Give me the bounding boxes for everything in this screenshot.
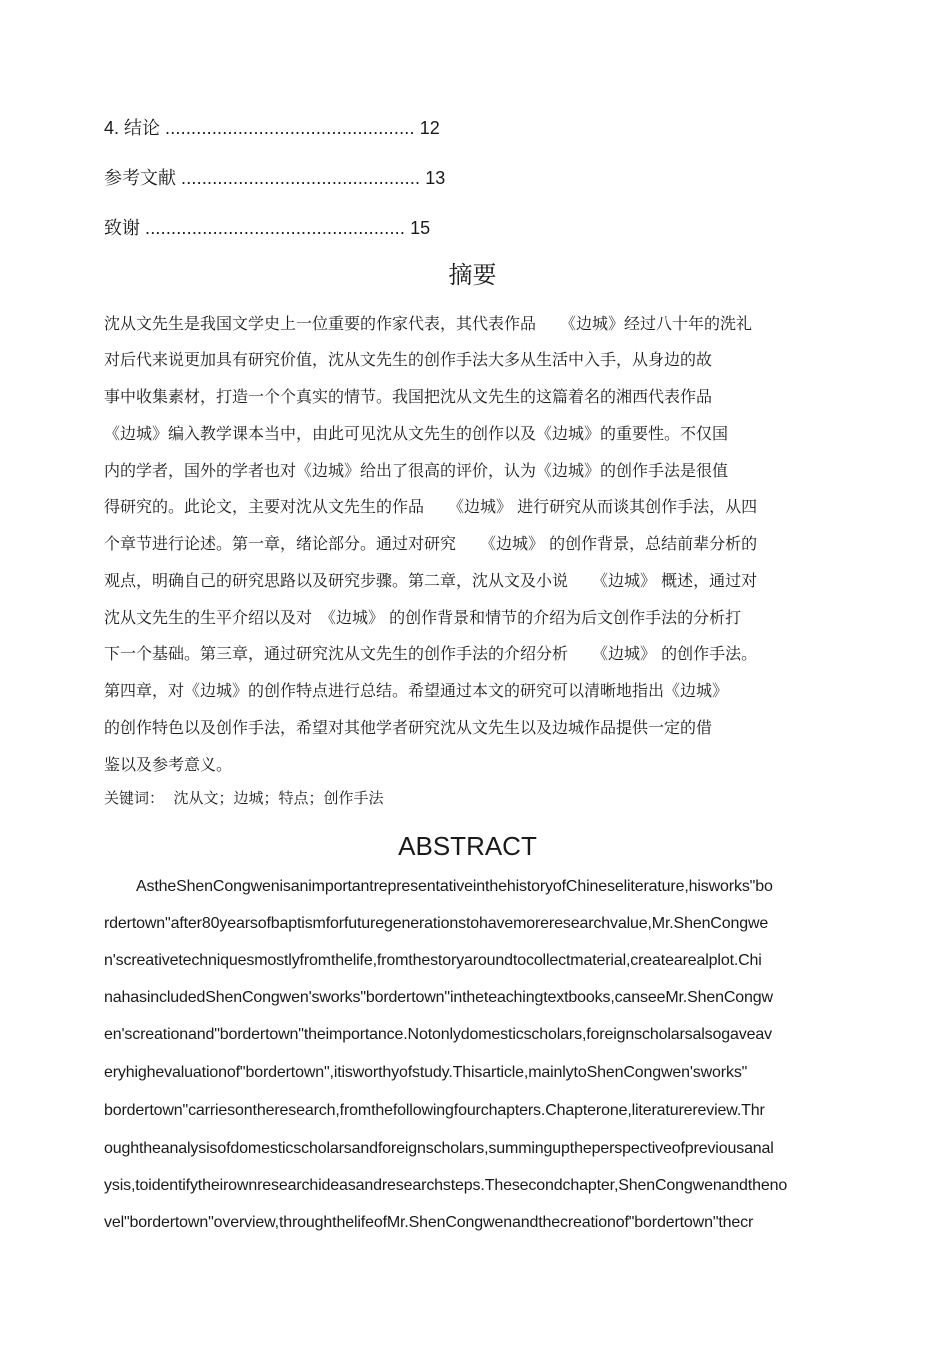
- abstract-cn-line: 的创作特色以及创作手法，希望对其他学者研究沈从文先生以及边城作品提供一定的借: [104, 718, 713, 737]
- abstract-en-line: vel"bordertown"overview,throughthelifeofMr.ShenCongwenandthecreationof"bordertown"thecr: [104, 1214, 754, 1231]
- abstract-cn-line: 鉴以及参考意义。: [104, 755, 233, 774]
- abstract-cn-line: 事中收集素材，打造一个个真实的情节。我国把沈从文先生的这篇着名的湘西代表作品: [104, 387, 713, 406]
- toc-entry-conclusion[interactable]: [104, 116, 440, 140]
- abstract-en-line: bordertown"carriesontheresearch,fromthefollowingfourchapters.Chapterone,literaturereview.Thr: [104, 1102, 765, 1119]
- abstract-en-line: AstheShenCongwenisanimportantrepresentativeinthehistoryofChineseliterature,hisworks"bo: [136, 878, 773, 895]
- abstract-en-line: n'screativetechniquesmostlyfromthelife,fromthestoryaroundtocollectmaterial,createarealplot.Chi: [104, 952, 762, 969]
- abstract-cn-keywords: 关键词： 沈从文；边城；特点；创作手法: [104, 789, 384, 807]
- abstract-en-line: oughtheanalysisofdomesticscholarsandforeignscholars,summinguptheperspectiveofpreviousanal: [104, 1140, 774, 1157]
- abstract-en-line: rdertown"after80yearsofbaptismforfuturegenerationstohavemoreresearchvalue,Mr.ShenCongwe: [104, 915, 769, 932]
- abstract-cn-line: 个章节进行论述。第一章，绪论部分。通过对研究 《边城》 的创作背景，总结前辈分析的: [104, 534, 758, 553]
- abstract-en-heading: ABSTRACT: [398, 831, 537, 861]
- toc-entry-references[interactable]: [104, 166, 445, 190]
- abstract-cn-line: 内的学者，国外的学者也对《边城》给出了很高的评价，认为《边城》的创作手法是很值: [104, 461, 729, 480]
- toc-page-number: 15: [410, 218, 431, 238]
- toc-leader-dots: ..............................................: [181, 168, 421, 188]
- abstract-cn-line: 沈从文先生是我国文学史上一位重要的作家代表，其代表作品 《边城》经过八十年的洗礼: [104, 314, 753, 333]
- toc-leader-dots: ................................................: [165, 118, 415, 138]
- toc-page-number: 13: [425, 168, 446, 188]
- toc-title: 4. 结论: [104, 118, 161, 138]
- abstract-en-line: nahasincludedShenCongwen'sworks"bordertown"intheteachingtextbooks,canseeMr.ShenCongw: [104, 989, 773, 1006]
- abstract-cn-line: 下一个基础。第三章，通过研究沈从文先生的创作手法的介绍分析 《边城》 的创作手法。: [104, 644, 758, 663]
- abstract-cn-line: 《边城》编入教学课本当中，由此可见沈从文先生的创作以及《边城》的重要性。不仅国: [104, 424, 729, 443]
- toc-title: 参考文献: [104, 168, 176, 188]
- abstract-en-line: eryhighevaluationof"bordertown",itisworthyofstudy.Thisarticle,mainlytoShenCongwen'sworks": [104, 1064, 748, 1081]
- abstract-cn-line: 第四章，对《边城》的创作特点进行总结。希望通过本文的研究可以清晰地指出《边城》: [104, 681, 729, 700]
- abstract-cn-heading: 摘要: [448, 261, 497, 289]
- toc-entry-acknowledgements[interactable]: [104, 216, 430, 240]
- abstract-en-line: ysis,toidentifytheirownresearchideasandresearchsteps.Thesecondchapter,ShenCongwenandtheno: [104, 1177, 788, 1194]
- toc-page-number: 12: [419, 118, 440, 138]
- abstract-cn-line: 得研究的。此论文，主要对沈从文先生的作品 《边城》 进行研究从而谈其创作手法，从四: [104, 497, 758, 516]
- abstract-en-line: en'screationand"bordertown"theimportance.Notonlydomesticscholars,foreignscholarsalsogaveav: [104, 1026, 772, 1043]
- toc-leader-dots: ..................................................: [145, 218, 406, 238]
- toc-title: 致谢: [104, 218, 140, 238]
- abstract-cn-line: 对后代来说更加具有研究价值，沈从文先生的创作手法大多从生活中入手，从身边的故: [104, 350, 713, 369]
- abstract-cn-line: 观点，明确自己的研究思路以及研究步骤。第二章，沈从文及小说 《边城》 概述，通过对: [104, 571, 758, 590]
- abstract-cn-line: 沈从文先生的生平介绍以及对 《边城》 的创作背景和情节的介绍为后文创作手法的分析打: [104, 608, 742, 627]
